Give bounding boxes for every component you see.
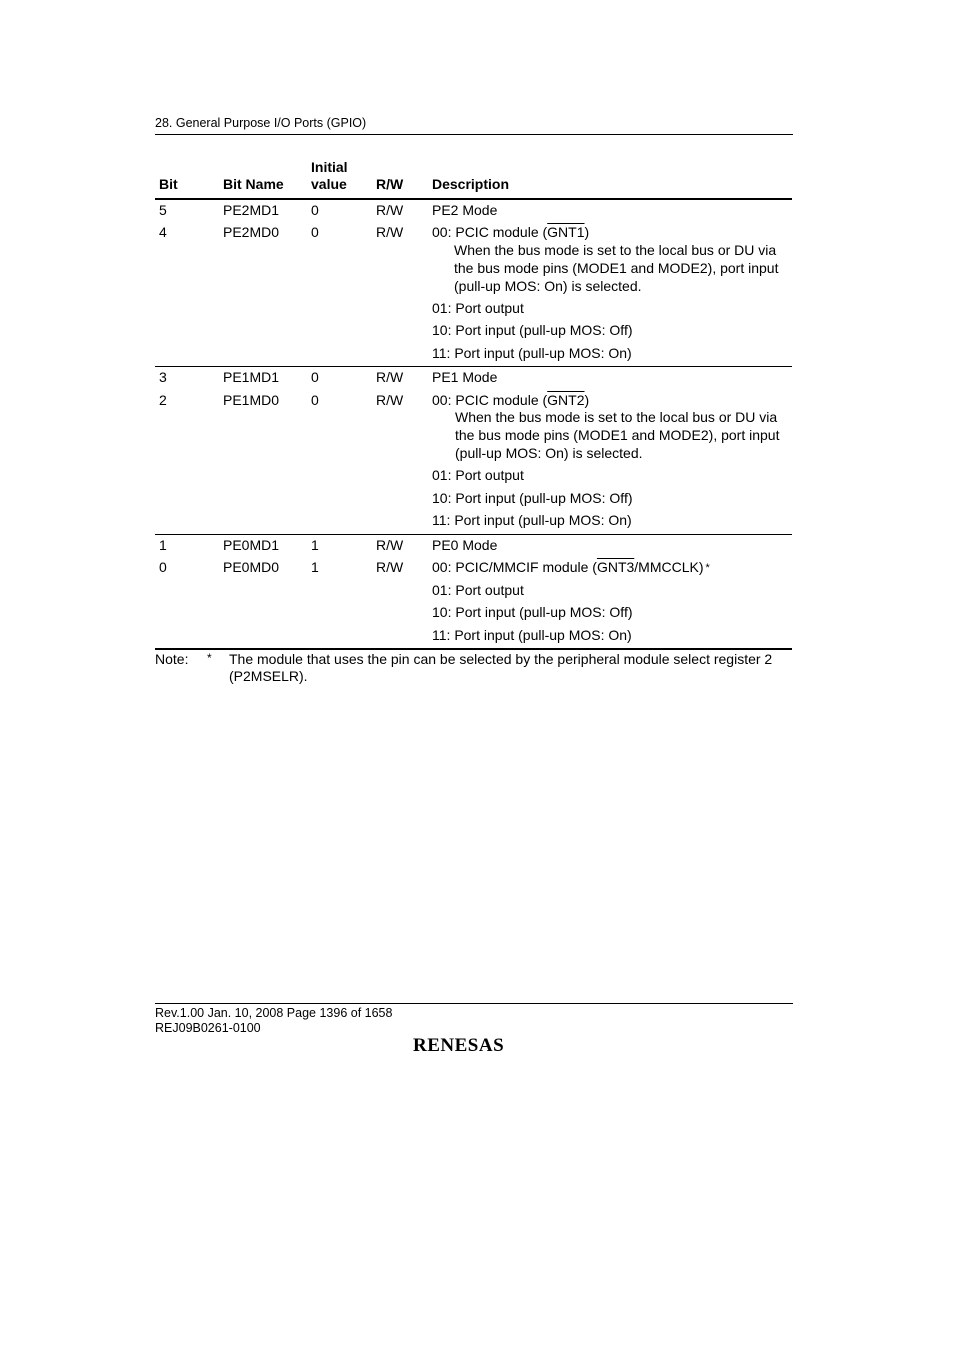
note-mark: * bbox=[207, 651, 212, 665]
bit-cell: 5 bbox=[159, 202, 167, 218]
header-rule bbox=[155, 134, 793, 135]
bit-name-cell: PE2MD1 bbox=[223, 202, 280, 218]
bit-name-cell: PE1MD0 bbox=[223, 392, 280, 408]
document-number: REJ09B0261-0100 bbox=[155, 1021, 261, 1035]
initial-value-cell: 0 bbox=[311, 369, 319, 385]
table-header-rule bbox=[155, 198, 792, 200]
note-label: Note: bbox=[155, 651, 189, 667]
rw-cell: R/W bbox=[376, 537, 404, 553]
renesas-logo bbox=[413, 1034, 533, 1061]
rw-cell: R/W bbox=[376, 392, 404, 408]
option-00-suffix: ) bbox=[584, 224, 590, 240]
option-10: 10: Port input (pull-up MOS: Off) bbox=[432, 322, 633, 338]
bit-cell: 0 bbox=[159, 559, 167, 575]
option-00 bbox=[432, 391, 589, 409]
mode-description: PE1 Mode bbox=[432, 369, 498, 385]
mode-description: PE0 Mode bbox=[432, 537, 498, 553]
revision-line: Rev.1.00 Jan. 10, 2008 Page 1396 of 1658 bbox=[155, 1006, 393, 1020]
bit-cell: 1 bbox=[159, 537, 167, 553]
rw-cell: R/W bbox=[376, 202, 404, 218]
col-header-bit: Bit bbox=[159, 176, 178, 192]
option-10: 10: Port input (pull-up MOS: Off) bbox=[432, 604, 633, 620]
col-header-bit-name: Bit Name bbox=[223, 176, 284, 192]
initial-value-cell: 0 bbox=[311, 224, 319, 240]
signal-name: GNT1 bbox=[547, 224, 585, 240]
initial-value-cell: 0 bbox=[311, 392, 319, 408]
rw-cell: R/W bbox=[376, 369, 404, 385]
bit-cell: 3 bbox=[159, 369, 167, 385]
option-00 bbox=[432, 223, 589, 241]
option-00-detail: When the bus mode is set to the local bus or DU via the bus mode pins (MODE1 and MODE2), port input (pull-up MOS: On) is selected. bbox=[455, 409, 780, 461]
group-divider bbox=[155, 366, 792, 367]
logo-text: RENESAS bbox=[413, 1035, 505, 1056]
option-01: 01: Port output bbox=[432, 582, 524, 598]
option-00-suffix: ) bbox=[584, 392, 590, 408]
signal-name: GNT2 bbox=[547, 392, 585, 408]
option-01: 01: Port output bbox=[432, 467, 524, 483]
mode-description: PE2 Mode bbox=[432, 202, 498, 218]
option-11: 11: Port input (pull-up MOS: On) bbox=[432, 345, 632, 361]
table-bottom-rule bbox=[155, 648, 792, 650]
footer-rule bbox=[155, 1003, 793, 1004]
option-11: 11: Port input (pull-up MOS: On) bbox=[432, 627, 632, 643]
option-00-prefix: 00: PCIC/MMCIF module ( bbox=[432, 559, 597, 575]
option-00-prefix: 00: PCIC module ( bbox=[432, 224, 548, 240]
signal-name: GNT3 bbox=[596, 559, 635, 575]
footnote-mark: * bbox=[705, 562, 710, 574]
bit-name-cell: PE1MD1 bbox=[223, 369, 280, 385]
rw-cell: R/W bbox=[376, 559, 404, 575]
rw-cell: R/W bbox=[376, 224, 404, 240]
col-header-initial-value bbox=[311, 159, 348, 193]
option-00 bbox=[432, 558, 710, 577]
col-header-initial-line1: Initial bbox=[311, 159, 348, 175]
bit-name-cell: PE0MD0 bbox=[223, 559, 280, 575]
initial-value-cell: 1 bbox=[311, 537, 319, 553]
running-header: 28. General Purpose I/O Ports (GPIO) bbox=[155, 116, 367, 130]
option-11: 11: Port input (pull-up MOS: On) bbox=[432, 512, 632, 528]
renesas-logo-icon bbox=[413, 1034, 533, 1056]
option-01: 01: Port output bbox=[432, 300, 524, 316]
col-header-initial-line2: value bbox=[311, 176, 347, 192]
bit-cell: 2 bbox=[159, 392, 167, 408]
col-header-rw: R/W bbox=[376, 176, 404, 192]
option-00-prefix: 00: PCIC module ( bbox=[432, 392, 548, 408]
group-divider bbox=[155, 534, 792, 535]
option-10: 10: Port input (pull-up MOS: Off) bbox=[432, 490, 633, 506]
note-text: The module that uses the pin can be selected by the peripheral module select register 2 (P2MSELR). bbox=[229, 651, 773, 684]
initial-value-cell: 0 bbox=[311, 202, 319, 218]
option-00-detail: When the bus mode is set to the local bus or DU via the bus mode pins (MODE1 and MODE2), port input (pull-up MOS: On) is selected. bbox=[454, 242, 779, 294]
bit-cell: 4 bbox=[159, 224, 167, 240]
initial-value-cell: 1 bbox=[311, 559, 319, 575]
option-00-suffix: /MMCCLK) bbox=[634, 559, 704, 575]
col-header-description: Description bbox=[432, 176, 510, 192]
bit-name-cell: PE2MD0 bbox=[223, 224, 280, 240]
bit-name-cell: PE0MD1 bbox=[223, 537, 280, 553]
